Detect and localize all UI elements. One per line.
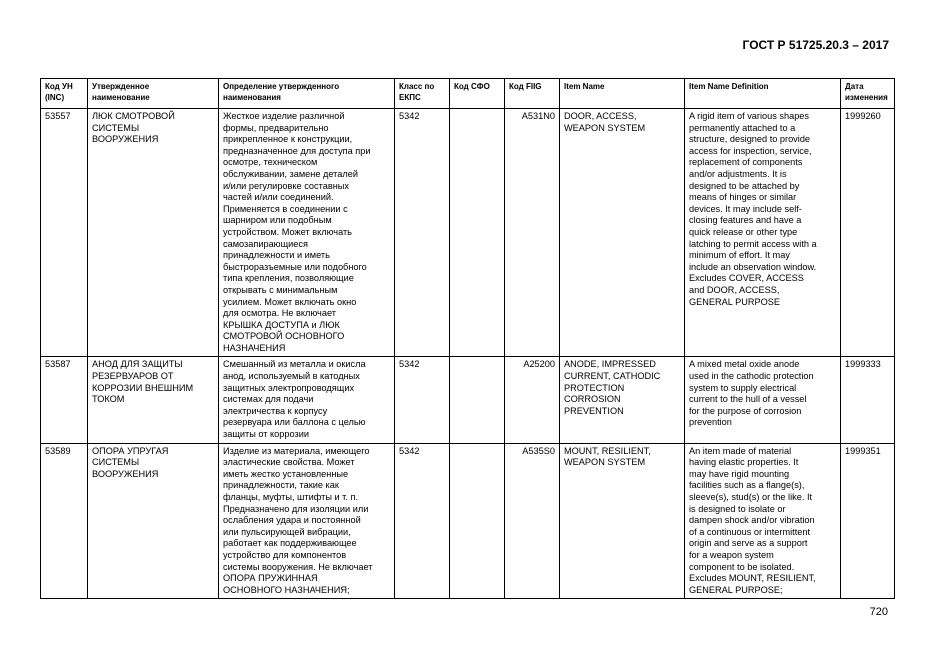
table-row <box>41 443 895 599</box>
change-date-cell: 1999351 <box>841 443 895 599</box>
column-header: Класс по ЕКПС <box>395 79 450 109</box>
column-header: Item Name <box>560 79 685 109</box>
table-row <box>41 109 895 357</box>
fiig-code-cell: A535S0 <box>505 443 560 599</box>
column-header: Дата изменения <box>841 79 895 109</box>
column-header: Утвержденное наименование <box>88 79 219 109</box>
item-definition-cell: A mixed metal oxide anode used in the cathodic protection system to supply electrical current to the hull of a vessel for the purpose of corrosion prevention <box>685 357 841 443</box>
column-header: Определение утвержденного наименования <box>219 79 395 109</box>
sfo-code-cell <box>450 443 505 599</box>
column-header: Item Name Definition <box>685 79 841 109</box>
change-date-cell: 1999333 <box>841 357 895 443</box>
page-number: 720 <box>869 606 888 618</box>
definition-ru-cell: Изделие из материала, имеющего эластические свойства. Может иметь жестко установленные принадлежности, такие как фланцы, муфты, штифты и т. п. Предназначено для изоляции или ослабления удара и постоянной или пульсирующей вибрации, работает как поддерживающее устройство для компонентов системы вооружения. Не включает ОПОРА ПРУЖИННАЯ ОСНОВНОГО НАЗНАЧЕНИЯ; <box>219 443 395 599</box>
table-row <box>41 357 895 443</box>
inc-code-cell: 53557 <box>41 109 88 357</box>
change-date-cell: 1999260 <box>841 109 895 357</box>
sfo-code-cell <box>450 109 505 357</box>
definition-ru-cell: Смешанный из металла и окисла анод, используемый в катодных защитных электропроводящих системах для подачи электричества к корпусу резервуара или баллона с целью защиты от коррозии <box>219 357 395 443</box>
column-header: Код СФО <box>450 79 505 109</box>
approved-name-cell: АНОД ДЛЯ ЗАЩИТЫ РЕЗЕРВУАРОВ ОТ КОРРОЗИИ ВНЕШНИМ ТОКОМ <box>88 357 219 443</box>
ekps-class-cell: 5342 <box>395 357 450 443</box>
ekps-class-cell: 5342 <box>395 443 450 599</box>
inc-code-cell: 53589 <box>41 443 88 599</box>
definition-ru-cell: Жесткое изделие различной формы, предварительно прикрепленное к конструкции, предназначенное для доступа при осмотре, техническом обслуживании, замене деталей и/или регулировке составных частей и/или соединений. Применяется в соединении с шарниром или подобным устройством. Может включать самозапирающиеся принадлежности и иметь быстроразъемные или подобного типа крепления, позволяющие открывать с минимальным усилием. Может включать окно для осмотра. Не включает КРЫШКА ДОСТУПА и ЛЮК СМОТРОВОЙ ОСНОВНОГО НАЗНАЧЕНИЯ <box>219 109 395 357</box>
fiig-code-cell: A25200 <box>505 357 560 443</box>
approved-name-cell: ЛЮК СМОТРОВОЙ СИСТЕМЫ ВООРУЖЕНИЯ <box>88 109 219 357</box>
table-header-row <box>41 79 895 109</box>
column-header: Код УН (INC) <box>41 79 88 109</box>
document-header: ГОСТ Р 51725.20.3 – 2017 <box>742 38 889 52</box>
sfo-code-cell <box>450 357 505 443</box>
table-body <box>41 109 895 599</box>
item-name-cell: ANODE, IMPRESSED CURRENT, CATHODIC PROTECTION CORROSION PREVENTION <box>560 357 685 443</box>
catalog-table <box>40 78 895 599</box>
fiig-code-cell: A531N0 <box>505 109 560 357</box>
item-name-cell: DOOR, ACCESS, WEAPON SYSTEM <box>560 109 685 357</box>
column-header: Код FIIG <box>505 79 560 109</box>
item-definition-cell: A rigid item of various shapes permanently attached to a structure, designed to provide access for inspection, service, replacement of components and/or adjustments. It is designed to be attached by means of hinges or similar devices. It may include self- closing features and have a quick release or other type latching to permit access with a minimum of effort. It may include an observation window. Excludes COVER, ACCESS and DOOR, ACCESS, GENERAL PURPOSE <box>685 109 841 357</box>
item-name-cell: MOUNT, RESILIENT, WEAPON SYSTEM <box>560 443 685 599</box>
inc-code-cell: 53587 <box>41 357 88 443</box>
item-definition-cell: An item made of material having elastic properties. It may have rigid mounting facilities such as a flange(s), sleeve(s), stud(s) or the like. It is designed to isolate or dampen shock and/or vibration of a continuous or intermittent origin and serve as a support for a weapon system component to be isolated. Excludes MOUNT, RESILIENT, GENERAL PURPOSE; <box>685 443 841 599</box>
approved-name-cell: ОПОРА УПРУГАЯ СИСТЕМЫ ВООРУЖЕНИЯ <box>88 443 219 599</box>
ekps-class-cell: 5342 <box>395 109 450 357</box>
